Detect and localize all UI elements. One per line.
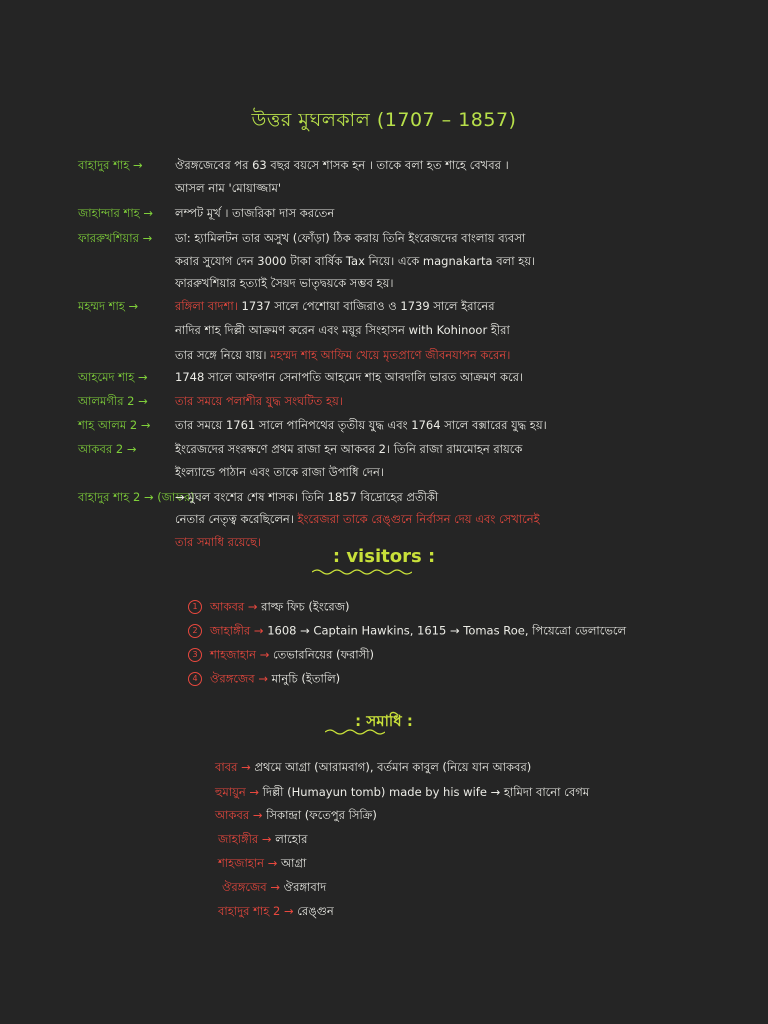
text-segment: 1737 সালে পেশোয়া বাজিরাও ও 1739 সালে ইরানের xyxy=(241,299,495,313)
visitor-item xyxy=(188,648,374,662)
ruler-name: মহম্মদ শাহ → xyxy=(78,299,139,313)
visitor-number: 3 xyxy=(188,648,202,662)
tomb-place: আগ্রা xyxy=(281,856,307,870)
text-segment: লম্পট মূর্খ । তাজরিকা দাস করতেন xyxy=(175,206,335,220)
text-segment: নাদির শাহ দিল্লী আক্রমণ করেন এবং ময়ূর সিংহাসন with Kohinoor হীরা xyxy=(175,323,510,337)
visitor-item xyxy=(188,600,350,614)
tomb-place: প্রথমে আগ্রা (আরামবাগ), বর্তমান কাবুল (নিয়ে যান আকবর) xyxy=(254,760,532,774)
tomb-emperor: শাহজাহান → xyxy=(218,856,281,870)
tomb-item xyxy=(215,762,531,774)
ruler-text-line xyxy=(175,301,495,313)
text-segment: তার সময়ে পলাশীর যুদ্ধ সংঘটিত হয়। xyxy=(175,394,343,408)
text-segment: মহম্মদ শাহ আফিম খেয়ে মৃতপ্রাণে জীবনযাপন করেন। xyxy=(270,348,511,362)
tombs-heading: : সমাধি : xyxy=(355,712,413,730)
text-segment: → মুঘল বংশের শেষ শাসক। তিনি 1857 বিদ্রোহের প্রতীকী xyxy=(175,490,439,504)
tomb-emperor: হুমায়ুন → xyxy=(215,785,263,799)
tomb-emperor: ঔরঙ্গজেব → xyxy=(222,880,284,894)
visitor-emperor: জাহাঙ্গীর → xyxy=(210,623,268,638)
visitor-number: 2 xyxy=(188,624,202,638)
ruler-text-line xyxy=(175,233,525,245)
text-segment: ফাররুখশিয়ার হত্যাই সৈয়দ ভাতৃদ্বয়কে সম্ভব হয়। xyxy=(175,276,394,290)
page-title: উত্তর মুঘলকাল (1707 – 1857) xyxy=(251,109,517,131)
text-segment: রঙ্গিলা বাদশা। xyxy=(175,299,242,313)
tomb-emperor: বাবর → xyxy=(215,760,255,774)
tomb-item xyxy=(215,810,377,822)
ruler-text-line xyxy=(175,444,522,456)
text-segment: করার সুযোগ দেন 3000 টাকা বার্ষিক Tax নিয়ে। একে magnakarta বলা হয়। xyxy=(175,254,536,268)
tomb-place: রেঙ্গুন xyxy=(297,904,334,918)
tomb-item xyxy=(218,858,306,870)
tomb-place: ঔরঙ্গাবাদ xyxy=(283,880,327,894)
ruler-text-line xyxy=(175,183,281,195)
visitors-underline xyxy=(312,568,412,576)
ruler-name: বাহাদুর শাহ → xyxy=(78,158,143,172)
text-segment: ইংরেজদের সংরক্ষণে প্রথম রাজা হন আকবর 2। তিনি রাজা রামমোহন রায়কে xyxy=(175,442,523,456)
text-segment: তার সমাধি রয়েছে। xyxy=(175,535,262,549)
visitors-heading: : visitors : xyxy=(332,546,436,567)
visitor-name: 1608 → Captain Hawkins, 1615 → Tomas Roe, পিয়েত্রো ডেলাভেলে xyxy=(267,623,627,638)
tomb-place: দিল্লী (Humayun tomb) made by his wife → হামিদা বানো বেগম xyxy=(262,785,590,799)
text-segment: নেতার নেতৃত্ব করেছিলেন। xyxy=(175,512,298,526)
ruler-name: আলমগীর 2 → xyxy=(78,394,148,408)
ruler-name: ফাররুখশিয়ার → xyxy=(78,231,153,245)
tomb-item xyxy=(218,834,307,846)
visitor-emperor: আকবর → xyxy=(210,599,262,614)
tomb-place: সিকান্দ্রা (ফতেপুর সিক্রি) xyxy=(266,808,377,822)
tomb-emperor: বাহাদুর শাহ 2 → xyxy=(218,904,298,918)
tomb-emperor: জাহাঙ্গীর → xyxy=(218,832,276,846)
tomb-emperor: আকবর → xyxy=(215,808,267,822)
visitor-item xyxy=(188,624,626,638)
ruler-text-line xyxy=(175,160,509,172)
visitor-number: 4 xyxy=(188,672,202,686)
text-segment: তার সঙ্গে নিয়ে যায়। xyxy=(175,348,271,362)
visitor-emperor: ঔরঙ্গজেব → xyxy=(210,671,272,686)
ruler-text-line xyxy=(175,396,343,408)
text-segment: ইংল্যান্ডে পাঠান এবং তাকে রাজা উপাধি দেন। xyxy=(175,465,384,479)
ruler-name: বাহাদুর শাহ 2 → (জাফর) : xyxy=(78,490,203,504)
text-segment: তার সময়ে 1761 সালে পানিপথের তৃতীয় যুদ্ধ এবং 1764 সালে বক্সারের যুদ্ধ হয়। xyxy=(175,418,547,432)
ruler-name: আহমেদ শাহ → xyxy=(78,370,148,384)
text-segment: ঔরঙ্গজেবের পর 63 বছর বয়সে শাসক হন । তাকে বলা হত শাহে বেখবর । xyxy=(175,158,509,172)
tomb-item xyxy=(218,906,334,918)
ruler-text-line xyxy=(175,514,540,526)
ruler-text-line xyxy=(175,278,393,290)
ruler-name: জাহান্দার শাহ → xyxy=(78,206,154,220)
ruler-text-line xyxy=(175,256,535,268)
text-segment: 1748 সালে আফগান সেনাপতি আহমেদ শাহ আবদালি ভারত আক্রমণ করে। xyxy=(175,370,524,384)
tombs-underline xyxy=(325,728,385,736)
tomb-item xyxy=(215,787,589,799)
visitor-emperor: শাহজাহান → xyxy=(210,647,273,662)
visitor-number: 1 xyxy=(188,600,202,614)
tomb-place: লাহোর xyxy=(275,832,308,846)
ruler-text-line xyxy=(175,492,438,504)
ruler-name: আকবর 2 → xyxy=(78,442,137,456)
tomb-item xyxy=(222,882,326,894)
text-segment: ডা: হ্যামিলটন তার অসুখ (ফোঁড়া) ঠিক করায় তিনি ইংরেজদের বাংলায় ব্যবসা xyxy=(175,231,526,245)
visitor-name: রাল্ফ ফিচ (ইংরেজ) xyxy=(261,599,350,614)
visitor-name: তেভারনিয়ের (ফরাসী) xyxy=(273,647,374,662)
ruler-text-line xyxy=(175,325,510,337)
text-segment: আসল নাম 'মোয়াজ্জাম' xyxy=(175,181,282,195)
ruler-name: শাহ আলম 2 → xyxy=(78,418,151,432)
ruler-text-line xyxy=(175,420,547,432)
ruler-text-line xyxy=(175,350,510,362)
text-segment: ইংরেজরা তাকে রেঙ্গুনে নির্বাসন দেয় এবং সেখানেই xyxy=(297,512,540,526)
ruler-text-line xyxy=(175,372,523,384)
visitor-name: মানুচি (ইতালি) xyxy=(271,671,341,686)
ruler-text-line xyxy=(175,467,384,479)
visitor-item xyxy=(188,672,340,686)
ruler-text-line xyxy=(175,208,334,220)
